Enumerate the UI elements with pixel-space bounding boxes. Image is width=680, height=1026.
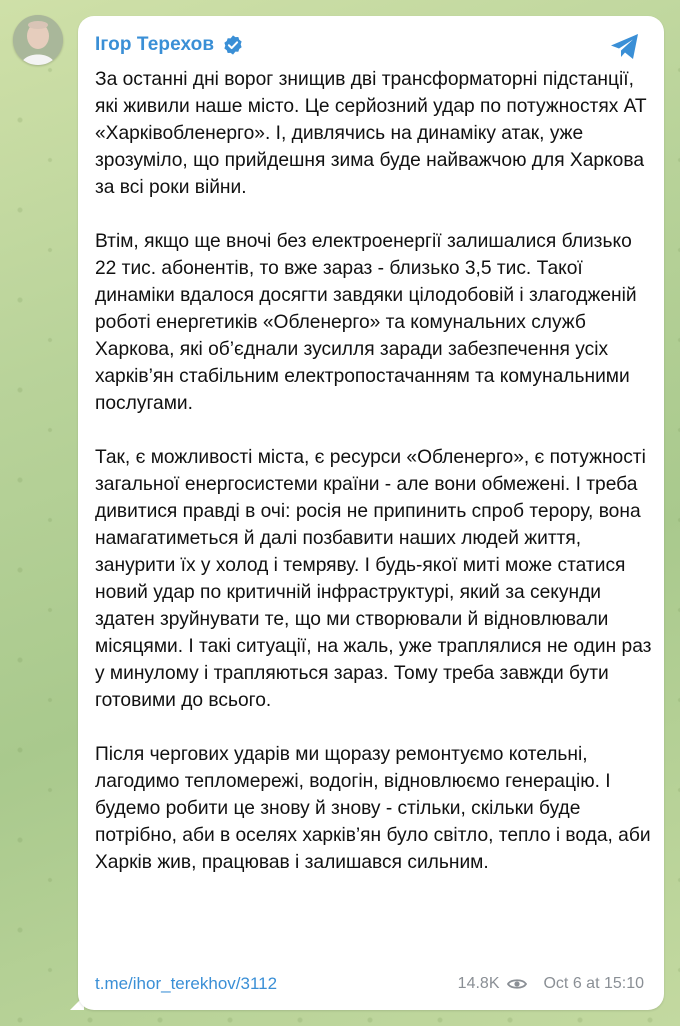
message-footer [95,970,644,998]
verified-badge-icon [222,34,244,56]
author-name[interactable]: Ігор Терехов [95,34,215,55]
message-paragraph-2: Втім, якщо ще вночі без електроенергії залишалися близько 22 тис. абонентів, то вже зараз - близько 3,5 тис. Такої динаміки вдалося досягти завдяки цілодобовій і злагодженій роботі енергетиків «Обленерго» та комунальних служб Харкова, які об’єднали зусилля заради забезпечення усіх харків’ян стабільним електропостачанням та комунальними послугами. [95,231,637,414]
message-header [95,34,244,56]
message-paragraph-4: Після чергових ударів ми щоразу ремонтуємо котельні, лагодимо тепломережі, водогін, відновлюємо генерацію. І будемо робити це знову й знову - стільки, скільки буде потрібно, аби в оселях харків’ян було світло, тепло і вода, аби Харків жив, працював і залишався сильним. [95,744,651,873]
message-bubble [78,16,664,1010]
message-timestamp: Oct 6 at 15:10 [543,975,644,992]
telegram-share-icon[interactable] [608,30,642,64]
message-paragraph-1: За останні дні ворог знищив дві трансформаторні підстанції, які живили наше місто. Це серйозний удар по потужностях АТ «Харківобленерго». І, дивлячись на динаміку атак, уже зрозуміло, що прийдешня зима буде найважчою для Харкова за всі роки війни. [95,69,647,198]
message-meta [458,975,644,993]
message-text [95,66,655,876]
post-link[interactable]: t.me/ihor_terekhov/3112 [95,974,278,993]
view-count: 14.8K [457,975,500,992]
author-avatar[interactable] [13,15,63,65]
avatar-image [13,15,63,65]
message-paragraph-3: Так, є можливості міста, є ресурси «Обленерго», є потужності загальної енергосистеми країни - але вони обмежені. І треба дивитися правді в очі: росія не припинить спроб терору, вона намагатиметься й далі позбавити наших людей життя, занурити їх у холод і темряву. І будь-якої миті може статися новий удар по критичній інфраструктурі, який за секунди здатен зруйнувати те, що ми створювали й відновлювали місяцями. І такі ситуації, на жаль, уже траплялися не один раз у минулому і трапляються зараз. Тому треба завжди бути готовими до всього. [95,447,652,711]
eye-icon [507,977,527,991]
